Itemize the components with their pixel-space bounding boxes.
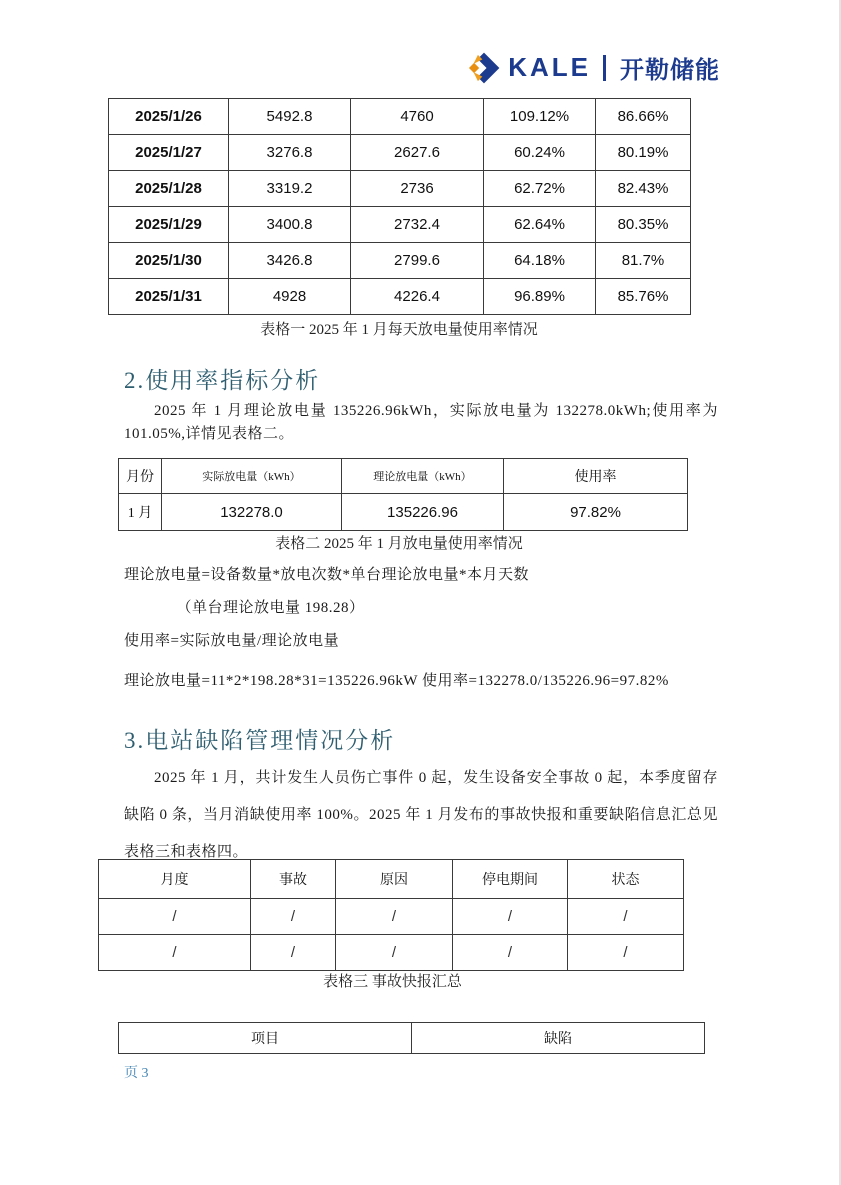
table3-caption: 表格三 事故快报汇总 xyxy=(323,974,462,990)
monthly-usage-table xyxy=(118,458,688,531)
table-row: 2025/1/26 5492.8 4760 109.12% 86.66% xyxy=(109,99,691,135)
brand-name-cn: 开勒储能 xyxy=(620,57,720,84)
column-header: 状态 xyxy=(568,860,684,899)
table-header-row xyxy=(119,1023,705,1054)
column-header: 缺陷 xyxy=(412,1023,705,1054)
section2-paragraph: 2025 年 1 月理论放电量 135226.96kWh，实际放电量为 132278.0kWh;使用率为 101.05%,详情见表格二。 xyxy=(124,403,718,442)
table-row: 2025/1/27 3276.8 2627.6 60.24% 80.19% xyxy=(109,135,691,171)
column-header: 原因 xyxy=(336,860,453,899)
table-row: 2025/1/31 4928 4226.4 96.89% 85.76% xyxy=(109,279,691,315)
page-number: 页 3 xyxy=(124,1066,149,1081)
table-row: / / / / / xyxy=(99,899,684,935)
column-header: 月份 xyxy=(119,459,162,494)
logo-divider xyxy=(603,55,606,81)
table-row: 2025/1/29 3400.8 2732.4 62.64% 80.35% xyxy=(109,207,691,243)
defect-table xyxy=(118,1022,705,1054)
date-cell: 2025/1/28 xyxy=(109,171,229,207)
table-row: 2025/1/28 3319.2 2736 62.72% 82.43% xyxy=(109,171,691,207)
column-header: 停电期间 xyxy=(453,860,568,899)
formula-per-unit: （单台理论放电量 198.28） xyxy=(176,600,365,616)
column-header: 理论放电量（kWh） xyxy=(342,459,504,494)
kale-diamond-logo-icon xyxy=(468,52,500,84)
section2-heading: 2.使用率指标分析 xyxy=(124,368,321,393)
formula-block xyxy=(124,566,744,705)
column-header: 实际放电量（kWh） xyxy=(162,459,342,494)
column-header: 使用率 xyxy=(504,459,688,494)
column-header: 项目 xyxy=(119,1023,412,1054)
brand-name: KALE xyxy=(508,52,591,82)
daily-usage-table xyxy=(108,98,691,315)
table-row: / / / / / xyxy=(99,935,684,971)
page-header xyxy=(0,50,841,85)
date-cell: 2025/1/31 xyxy=(109,279,229,315)
formula-theoretical: 理论放电量=设备数量*放电次数*单台理论放电量*本月天数 xyxy=(124,567,529,583)
table-row: 1 月 132278.0 135226.96 97.82% xyxy=(119,494,688,531)
section3-paragraph: 2025 年 1 月，共计发生人员伤亡事件 0 起，发生设备安全事故 0 起，本季度留存缺陷 0 条，当月消缺使用率 100%。2025 年 1 月发布的事故快报和重要缺陷信息汇总见表格三和表格四。 xyxy=(124,770,718,860)
table-row: 2025/1/30 3426.8 2799.6 64.18% 81.7% xyxy=(109,243,691,279)
brand-logo xyxy=(468,50,720,85)
incident-table xyxy=(98,859,684,971)
formula-usage-rate: 使用率=实际放电量/理论放电量 xyxy=(124,633,340,649)
date-cell: 2025/1/30 xyxy=(109,243,229,279)
column-header: 月度 xyxy=(99,860,251,899)
table-header-row xyxy=(99,860,684,899)
table-header-row xyxy=(119,459,688,494)
date-cell: 2025/1/29 xyxy=(109,207,229,243)
column-header: 事故 xyxy=(251,860,336,899)
section3-heading: 3.电站缺陷管理情况分析 xyxy=(124,728,396,753)
table2-caption: 表格二 2025 年 1 月放电量使用率情况 xyxy=(275,536,523,552)
formula-calculation: 理论放电量=11*2*198.28*31=135226.96kW 使用率=132278.0/135226.96=97.82% xyxy=(124,673,669,689)
date-cell: 2025/1/26 xyxy=(109,99,229,135)
date-cell: 2025/1/27 xyxy=(109,135,229,171)
table1-caption: 表格一 2025 年 1 月每天放电量使用率情况 xyxy=(260,322,538,338)
